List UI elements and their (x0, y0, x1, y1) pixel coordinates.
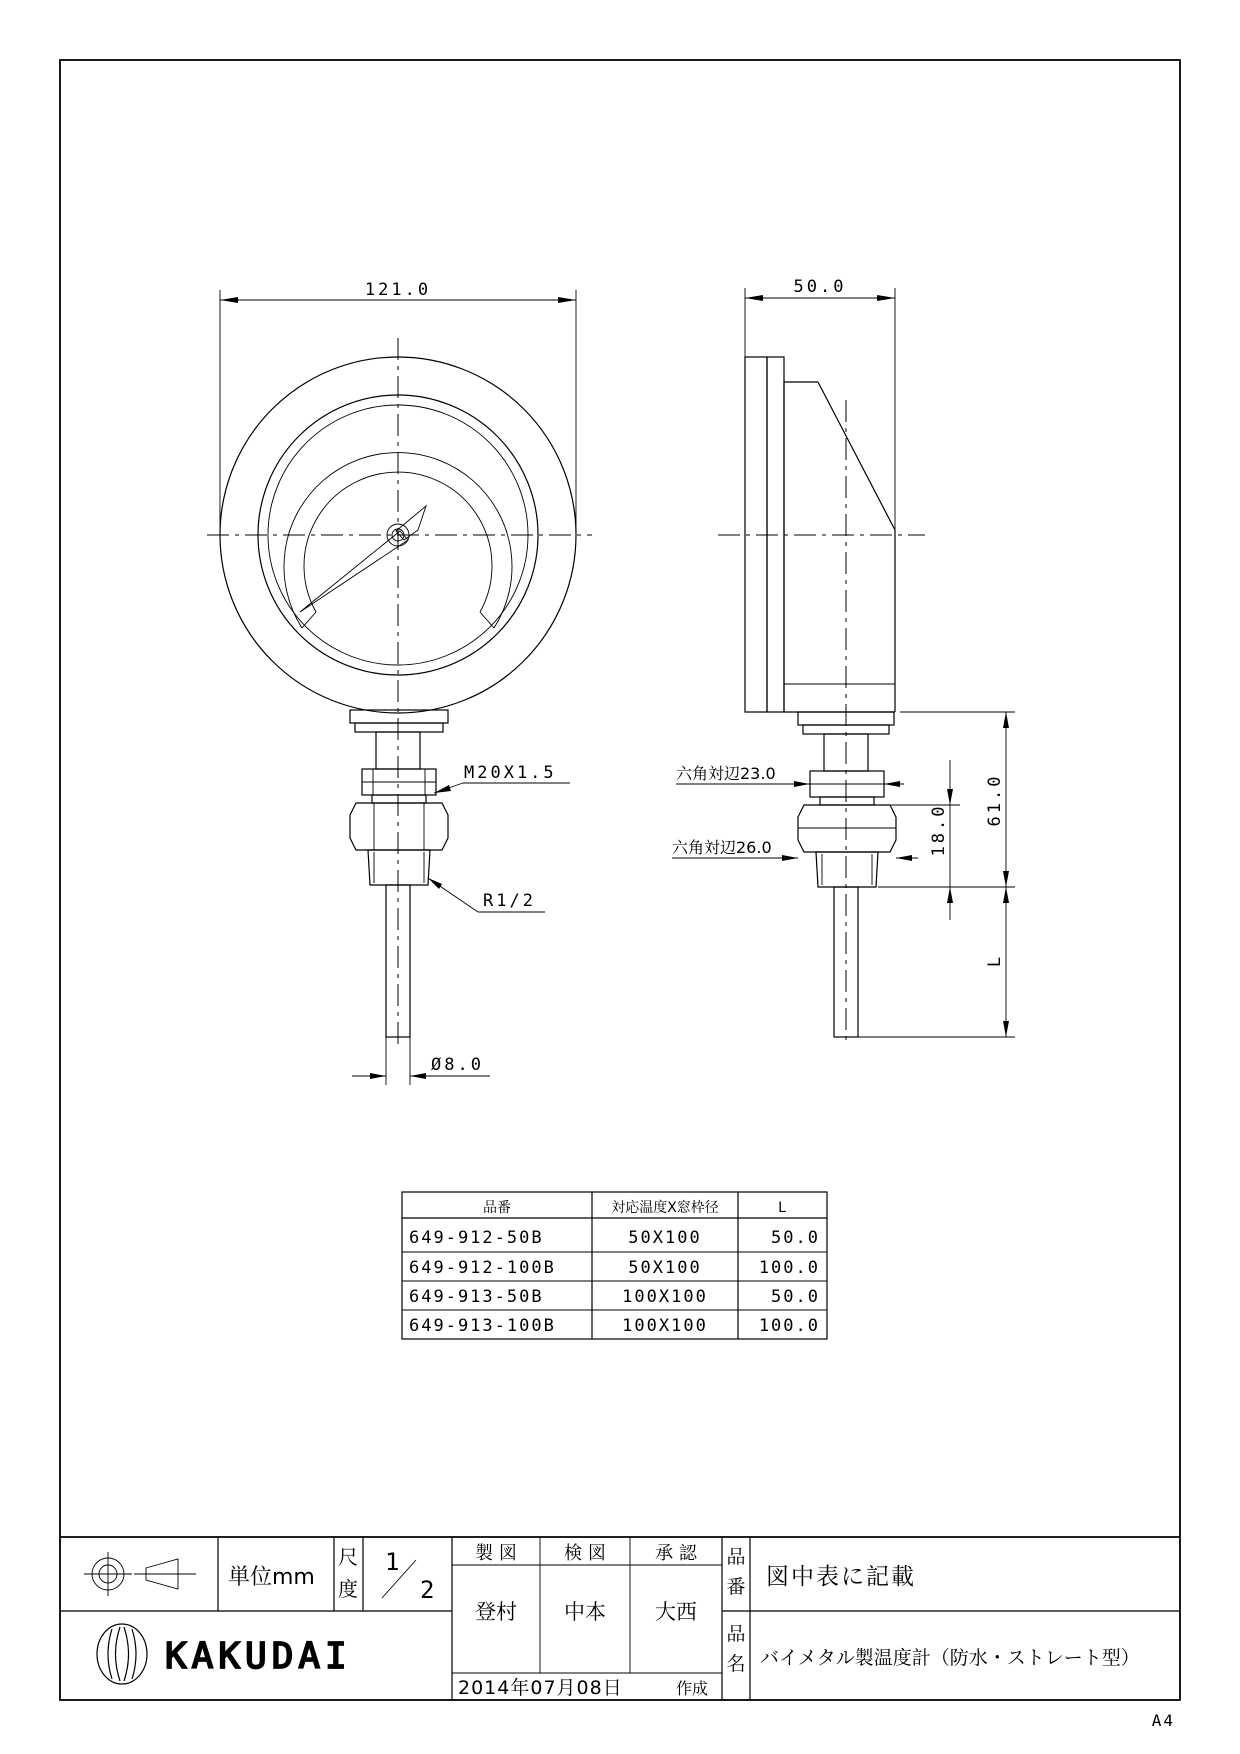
product-name-label-bottom: 名 (726, 1653, 746, 1675)
dim-18-arrow-top (947, 789, 953, 805)
dim-61-arrow-bottom (1003, 871, 1009, 887)
parts-table (402, 1192, 827, 1339)
scale-arc-end-right (480, 612, 494, 628)
table-row-range: 50X100 (628, 1228, 702, 1248)
unit-label: 単位mm (228, 1565, 315, 1590)
name-drafter: 登村 (475, 1600, 517, 1624)
company-name: KAKUDAI (165, 1636, 352, 1677)
dim-L-arrow-top (1003, 887, 1009, 903)
projection-symbol-icon (84, 1552, 196, 1596)
name-checker: 中本 (564, 1600, 606, 1624)
hex2-arrow (782, 855, 798, 861)
role-drafter: 製 図 (475, 1543, 517, 1564)
case-back-slope (818, 382, 895, 530)
neck-collar (355, 723, 443, 732)
dim-61-text: 61.0 (985, 773, 1005, 827)
hex2-arrow-right (896, 855, 912, 861)
drawing-date: 2014年07月08日 (458, 1677, 623, 1699)
title-block (60, 1537, 1180, 1700)
role-approver: 承 認 (655, 1543, 697, 1564)
table-row-length: 100.0 (758, 1258, 820, 1278)
hex1-arrow (794, 781, 810, 787)
side-dim-arrow-left (745, 295, 763, 301)
table-header-part-no: 品番 (483, 1200, 511, 1216)
name-approver: 大西 (655, 1600, 697, 1624)
dim-61-arrow-top (1003, 712, 1009, 728)
front-view (207, 280, 592, 1085)
pipe-thread-label: R1/2 (483, 891, 536, 911)
side-spacer (820, 797, 874, 805)
hex1-label: 六角対辺23.0 (676, 764, 776, 783)
side-hex-large (798, 805, 896, 852)
leader-r12-arrow (428, 878, 442, 889)
thread-label: M20X1.5 (464, 763, 557, 783)
part-no-value: 図中表に記載 (766, 1564, 916, 1590)
table-row-part-no: 649-912-50B (409, 1228, 544, 1248)
sheet-frame (60, 60, 1180, 1700)
table-row-range: 50X100 (628, 1258, 702, 1278)
scale-label-bottom: 度 (338, 1577, 358, 1601)
dia-arrow-right (410, 1073, 426, 1079)
role-checker: 検 図 (564, 1543, 606, 1564)
table-header-length: L (778, 1200, 786, 1216)
kakudai-logo-icon (97, 1624, 147, 1684)
side-view (672, 277, 1015, 1045)
table-row-length: 100.0 (758, 1316, 820, 1336)
dim-L-text: L (985, 956, 1005, 968)
hex2-label: 六角対辺26.0 (672, 838, 772, 857)
pointer-needle (300, 531, 408, 612)
scale-denominator: 2 (420, 1576, 435, 1604)
part-no-label-bottom: 番 (726, 1576, 746, 1598)
product-name-value: バイメタル製温度計（防水・ストレート型） (760, 1647, 1140, 1669)
dim-18-arrow-bottom (947, 887, 953, 903)
dia-arrow-left (370, 1073, 386, 1079)
case-neck (350, 710, 448, 723)
stem-diameter-label: Ø8.0 (431, 1055, 484, 1075)
table-row-part-no: 649-913-50B (409, 1287, 544, 1307)
scale-label-top: 尺 (338, 1545, 358, 1569)
scale-numerator: 1 (385, 1548, 400, 1576)
table-row-range: 100X100 (622, 1316, 708, 1336)
dim-arrow-right (558, 297, 576, 303)
side-pipe-thread (816, 852, 878, 887)
scale-arc-end-left (302, 612, 316, 628)
table-row-length: 50.0 (771, 1287, 820, 1307)
hex-nut-large (350, 803, 448, 850)
hex-spacer (372, 795, 426, 803)
table-row-part-no: 649-913-100B (409, 1316, 556, 1336)
paper-size: A4 (1151, 1711, 1175, 1730)
pipe-thread (368, 850, 430, 885)
part-no-label-top: 品 (726, 1546, 746, 1568)
created-label: 作成 (676, 1679, 709, 1698)
dim-L-arrow-bottom (1003, 1021, 1009, 1037)
table-row-part-no: 649-912-100B (409, 1258, 556, 1278)
table-row-length: 50.0 (771, 1228, 820, 1248)
product-name-label-top: 品 (726, 1623, 746, 1645)
dim-18-text: 18.0 (929, 803, 949, 857)
dim-width-text: 121.0 (364, 280, 432, 300)
dim-arrow-left (220, 297, 238, 303)
table-header-range: 対応温度X窓枠径 (611, 1200, 719, 1216)
hex1-arrow-right (884, 781, 900, 787)
table-row-range: 100X100 (622, 1287, 708, 1307)
side-dim-arrow-right (877, 295, 895, 301)
depth-dim-text: 50.0 (793, 277, 847, 297)
